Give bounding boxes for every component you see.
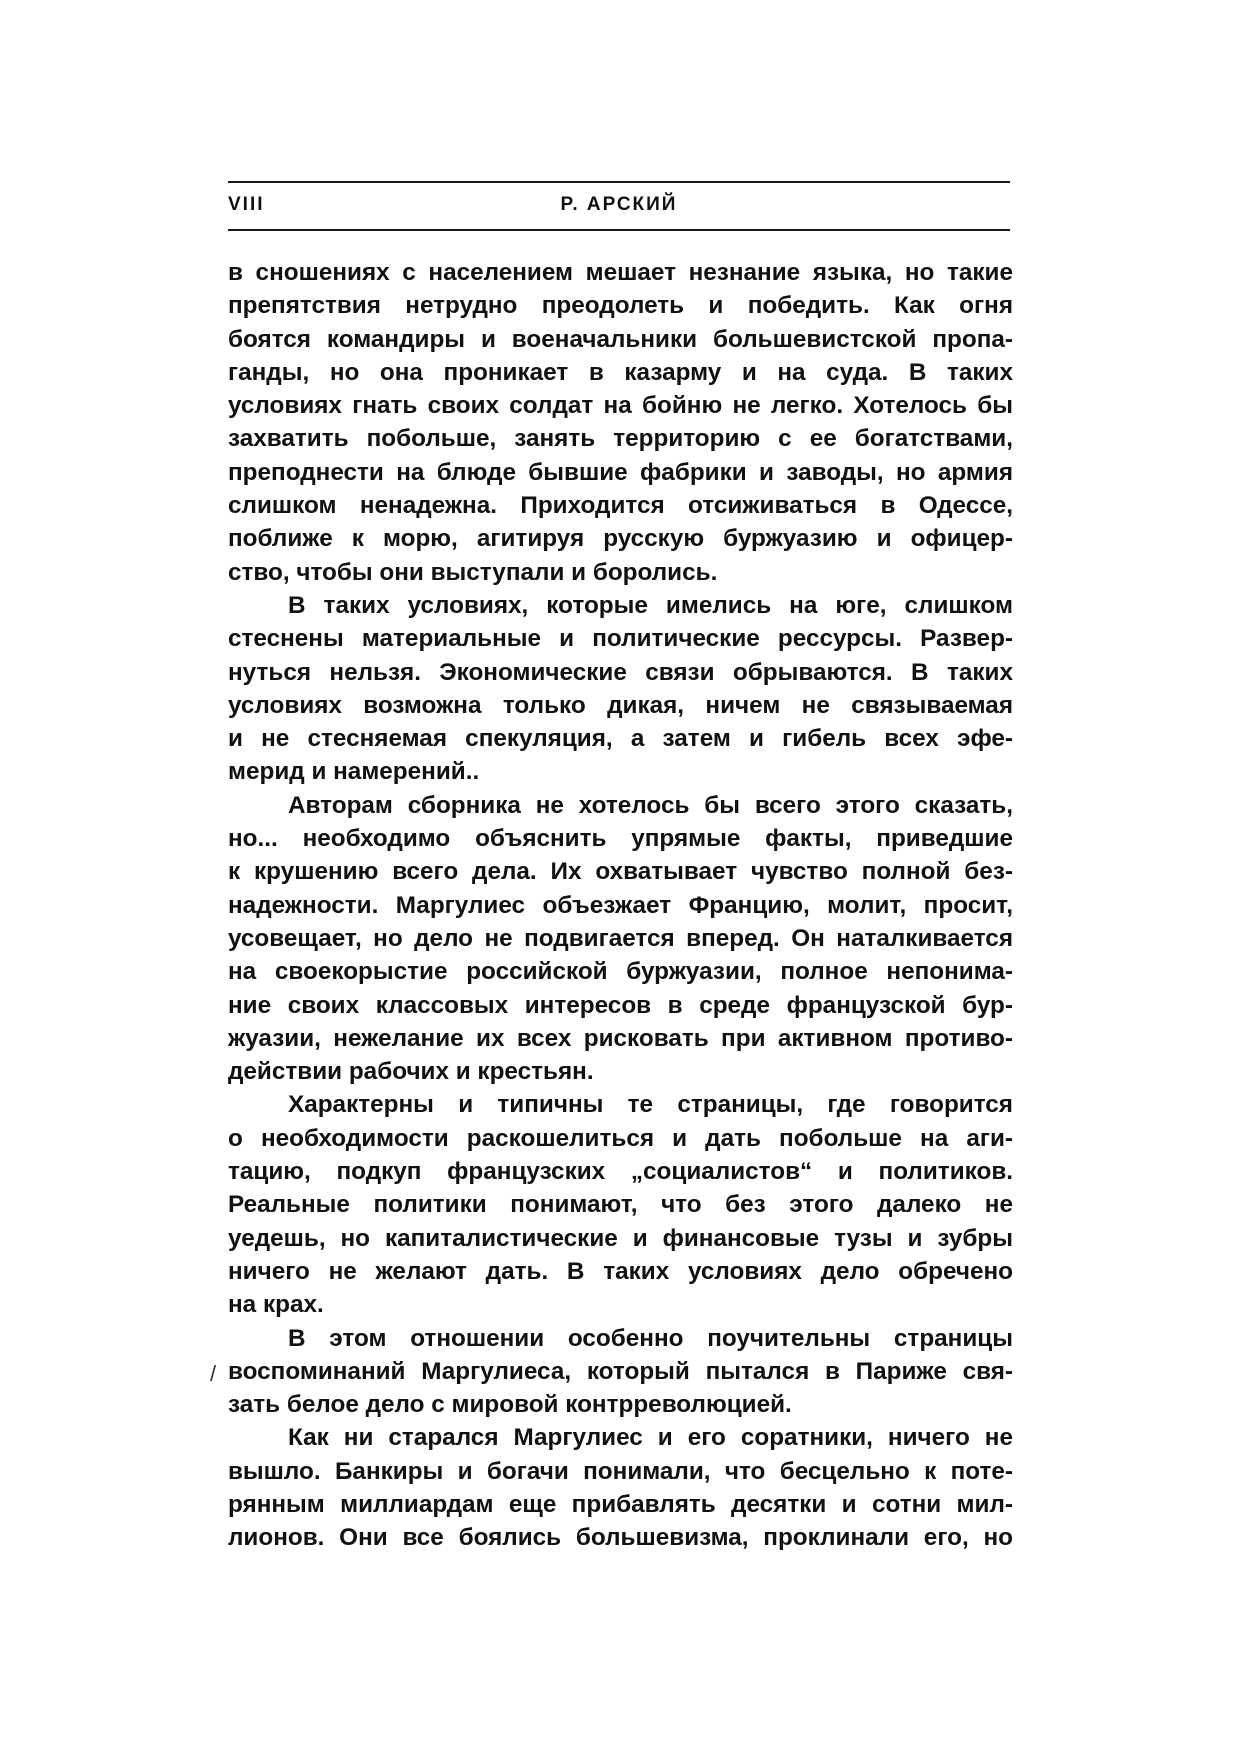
running-header: [228, 192, 1010, 222]
text-line: ничего не желают дать. В таких условиях дело обречено: [228, 1257, 1013, 1285]
header-bottom-rule: [228, 229, 1010, 231]
text-line: условиях возможна только дикая, ничем не связываемая: [228, 691, 1013, 719]
text-line: и не стесняемая спекуляция, а затем и гибель всех эфе-: [228, 725, 1013, 753]
margin-pencil-mark: /: [210, 1361, 217, 1386]
text-line: В этом отношении особенно поучительны страницы: [288, 1324, 1013, 1352]
text-line: стеснены материальные и политические рессурсы. Развер-: [228, 625, 1013, 653]
text-line: на крах.: [228, 1291, 324, 1319]
text-line: нуться нельзя. Экономические связи обрываются. В таких: [228, 658, 1013, 686]
text-line: на своекорыстие российской буржуазии, полное непонима-: [228, 958, 1013, 986]
body-text: [228, 256, 1013, 1555]
running-title: Р. АРСКИЙ: [560, 194, 678, 215]
text-line: вышло. Банкиры и богачи понимали, что бесцельно к поте-: [228, 1457, 1013, 1485]
text-line: боятся командиры и военачальники большевистской пропа-: [228, 325, 1013, 353]
text-line: к крушению всего дела. Их охватывает чувство полной без-: [228, 858, 1013, 886]
text-line: препятствия нетрудно преодолеть и победить. Как огня: [228, 292, 1013, 320]
text-line: зать белое дело с мировой контрреволюцией.: [228, 1391, 792, 1419]
text-line: Как ни старался Маргулиес и его соратники, ничего не: [288, 1424, 1013, 1452]
text-line: мерид и намерений..: [228, 758, 480, 786]
text-line: жуазии, нежелание их всех рисковать при активном противо-: [228, 1024, 1013, 1052]
text-line: действии рабочих и крестьян.: [228, 1058, 594, 1086]
text-line: ство, чтобы они выступали и боролись.: [228, 558, 718, 586]
text-line: о необходимости раскошелиться и дать побольше на аги-: [228, 1124, 1013, 1152]
text-line: лионов. Они все боялись большевизма, проклинали его, но: [228, 1524, 1013, 1552]
text-line: уедешь, но капиталистические и финансовые тузы и зубры: [228, 1224, 1013, 1252]
text-line: условиях гнать своих солдат на бойню не легко. Хотелось бы: [228, 392, 1013, 420]
text-line: преподнести на блюде бывшие фабрики и заводы, но армия: [228, 458, 1013, 486]
text-line: Авторам сборника не хотелось бы всего этого сказать,: [288, 791, 1013, 819]
text-line: захватить побольше, занять территорию с ее богатствами,: [228, 425, 1013, 453]
text-line: В таких условиях, которые имелись на юге, слишком: [288, 591, 1013, 619]
text-line: слишком ненадежна. Приходится отсиживаться в Одессе,: [228, 492, 1013, 520]
text-line: поближе к морю, агитируя русскую буржуазию и офицер-: [228, 525, 1013, 553]
text-line: усовещает, но дело не подвигается вперед. Он наталкивается: [228, 924, 1013, 952]
text-line: надежности. Маргулиес объезжает Францию, молит, просит,: [228, 891, 1013, 919]
header-top-rule: [228, 181, 1010, 183]
text-line: но... необходимо объяснить упрямые факты, приведшие: [228, 825, 1013, 853]
text-line: ние своих классовых интересов в среде французской бур-: [228, 991, 1013, 1019]
text-line: ганды, но она проникает в казарму и на суда. В таких: [228, 358, 1013, 386]
text-line: воспоминаний Маргулиеса, который пытался в Париже свя-: [228, 1357, 1013, 1385]
text-line: рянным миллиардам еще прибавлять десятки и сотни мил-: [228, 1490, 1013, 1518]
text-line: в сношениях с населением мешает незнание языка, но такие: [228, 259, 1013, 286]
page-number: VIII: [228, 194, 265, 215]
text-line: тацию, подкуп французских „социалистов“ и политиков.: [228, 1158, 1013, 1186]
text-line: Реальные политики понимают, что без этого далеко не: [228, 1191, 1013, 1219]
text-line: Характерны и типичны те страницы, где говорится: [288, 1091, 1013, 1119]
